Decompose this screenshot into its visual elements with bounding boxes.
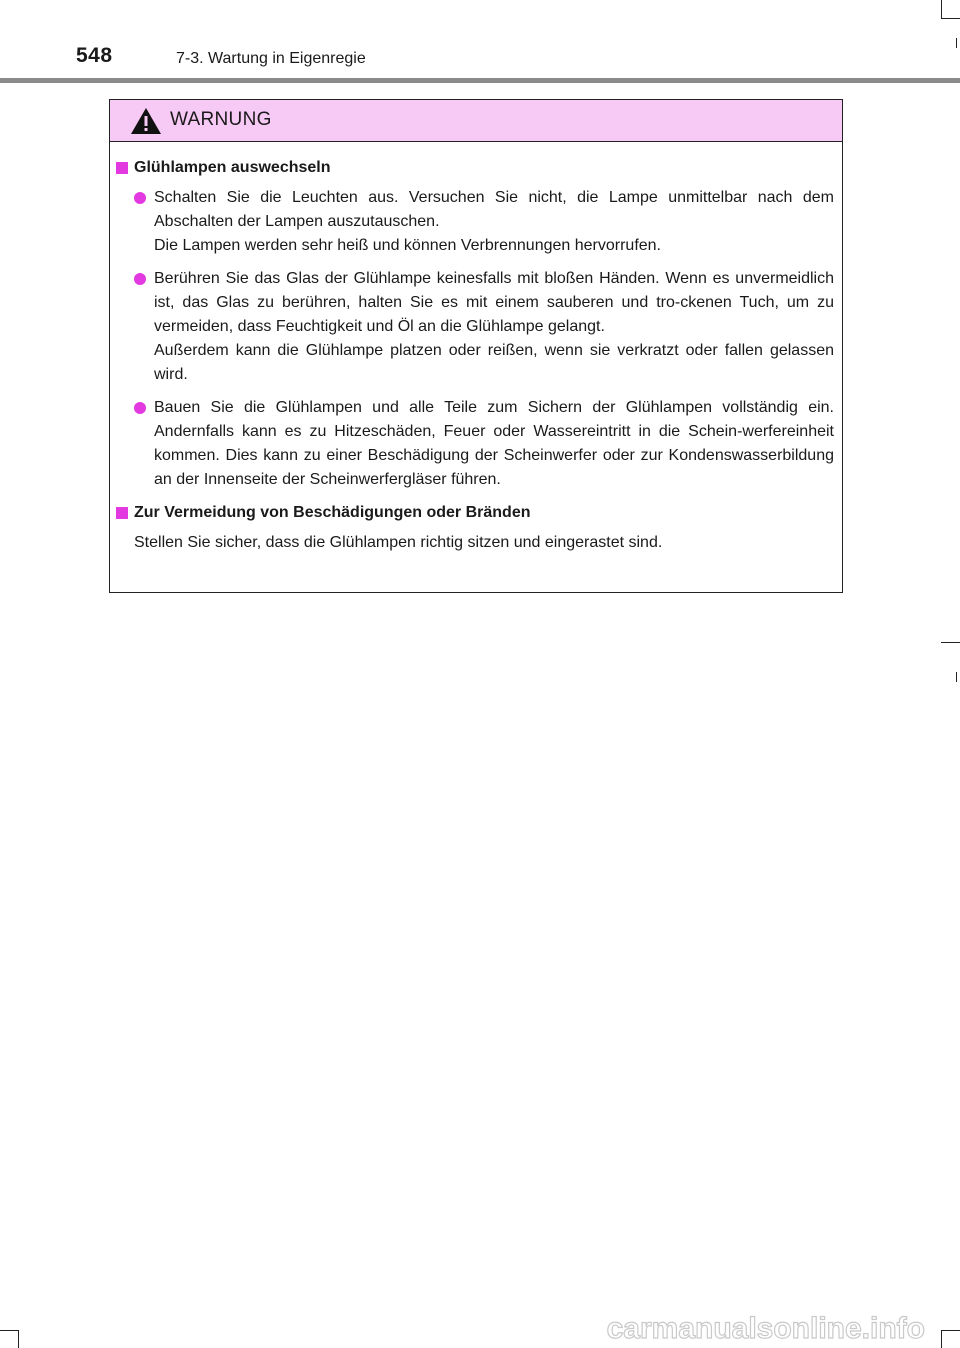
paragraph: Schalten Sie die Leuchten aus. Versuchen Sie nicht, die Lampe unmittelbar nach dem Abschalten der Lampen auszutauschen. xyxy=(154,189,834,230)
warning-header xyxy=(110,100,842,142)
crop-mark xyxy=(941,1330,960,1331)
warning-body xyxy=(110,142,842,555)
paragraph: Berühren Sie das Glas der Glühlampe keinesfalls mit bloßen Händen. Wenn es unvermeidlich ist, das Glas zu berühren, halten Sie es mit einem sauberen und tro-ckenen Tuch, um zu vermeiden, dass Feuchtigkeit und Öl an die Glühlampe gelangt. xyxy=(154,270,834,335)
section-heading-text: Zur Vermeidung von Beschädigungen oder Bränden xyxy=(134,504,531,521)
list-item-text xyxy=(154,267,834,387)
crop-mark xyxy=(941,0,942,18)
section-heading xyxy=(116,501,834,525)
crop-mark xyxy=(18,1330,19,1348)
crop-mark xyxy=(941,18,960,19)
watermark-text: carmanualsonline.info xyxy=(606,1312,925,1345)
crop-mark xyxy=(956,672,957,682)
header-rule xyxy=(0,78,960,83)
section-title: 7-3. Wartung in Eigenregie xyxy=(176,50,366,67)
paragraph: Stellen Sie sicher, dass die Glühlampen richtig sitzen und eingerastet sind. xyxy=(134,534,663,551)
warning-triangle-icon xyxy=(130,107,162,135)
list-item xyxy=(134,186,834,258)
list-item xyxy=(134,267,834,387)
crop-mark xyxy=(941,642,960,643)
section-heading xyxy=(116,156,834,180)
paragraph: Bauen Sie die Glühlampen und alle Teile zum Sichern der Glühlampen vollständig ein. Andernfalls kann es zu Hitzeschäden, Feuer oder Wassereintritt in die Schein-werfereinheit kommen. Dies kann zu einer Beschädigung der Scheinwerfer oder zur Kondenswasserbildung an der Innenseite der Scheinwerfergläser führen. xyxy=(154,399,834,488)
crop-mark xyxy=(956,38,957,48)
watermark xyxy=(570,1308,930,1348)
square-bullet-icon xyxy=(116,162,128,174)
paragraph: Die Lampen werden sehr heiß und können Verbrennungen hervorrufen. xyxy=(154,237,661,254)
square-bullet-icon xyxy=(116,507,128,519)
list-item-text xyxy=(154,396,834,492)
crop-mark xyxy=(941,1330,942,1348)
list-item-text xyxy=(154,186,834,258)
circle-bullet-icon xyxy=(134,192,146,204)
list-item xyxy=(134,396,834,492)
section-heading-text: Glühlampen auswechseln xyxy=(134,159,331,176)
crop-mark xyxy=(0,1330,18,1331)
warning-box xyxy=(109,99,843,593)
warning-title: WARNUNG xyxy=(170,109,272,130)
circle-bullet-icon xyxy=(134,273,146,285)
page-number: 548 xyxy=(76,44,113,67)
paragraph: Außerdem kann die Glühlampe platzen oder reißen, wenn sie verkratzt oder fallen gelassen wird. xyxy=(154,342,834,383)
circle-bullet-icon xyxy=(134,402,146,414)
